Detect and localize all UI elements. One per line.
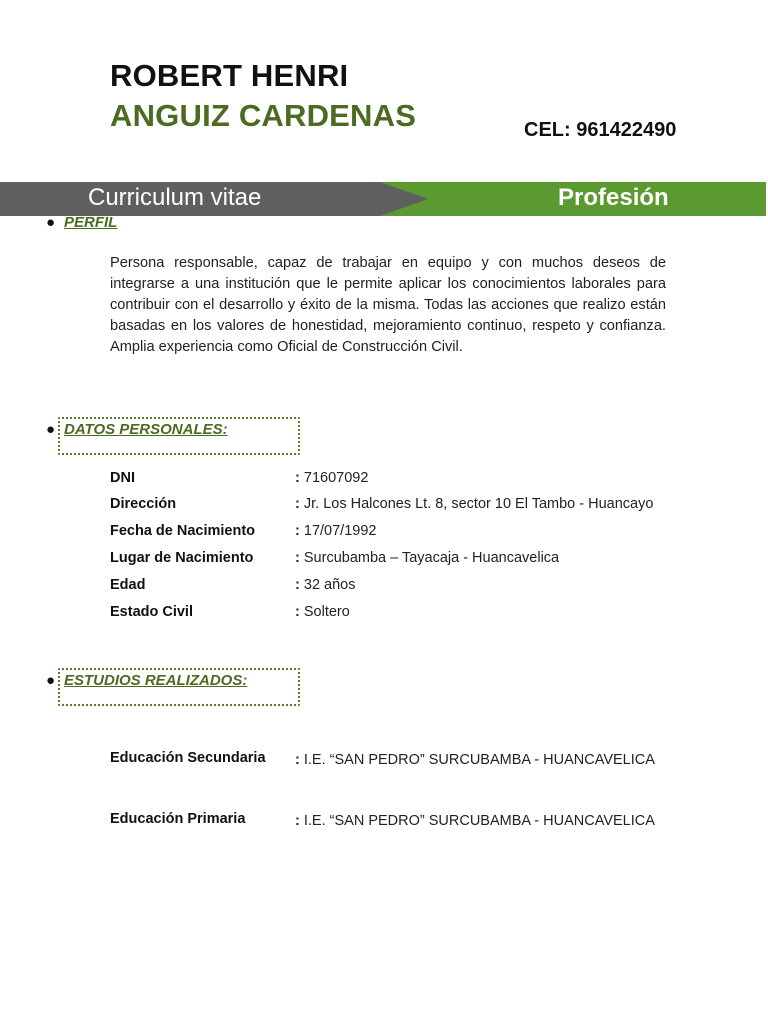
banner-title: Curriculum vitae: [88, 184, 262, 211]
section-title-perfil: PERFIL: [64, 214, 118, 231]
datos-label: Lugar de Nacimiento: [110, 550, 254, 566]
section-title-datos: DATOS PERSONALES:: [64, 421, 228, 438]
datos-value: 17/07/1992: [303, 523, 377, 539]
estudios-value: I.E. “SAN PEDRO” SURCUBAMBA - HUANCAVELICA: [303, 752, 655, 768]
datos-row-edad: [110, 577, 730, 597]
colon: :: [295, 752, 300, 768]
colon: :: [295, 577, 300, 593]
datos-label: Edad: [110, 577, 146, 593]
datos-label: DNI: [110, 470, 135, 486]
datos-value: 71607092: [303, 470, 369, 486]
colon: :: [295, 813, 300, 829]
colon: :: [295, 523, 300, 539]
datos-row-direccion: [110, 496, 730, 516]
colon: :: [295, 496, 300, 512]
estudios-label: Educación Secundaria: [110, 750, 266, 766]
datos-value: Surcubamba – Tayacaja - Huancavelica: [303, 550, 560, 566]
datos-value: 32 años: [303, 577, 356, 593]
colon: :: [295, 604, 300, 620]
phone-number: CEL: 961422490: [524, 119, 677, 141]
estudios-value: I.E. “SAN PEDRO” SURCUBAMBA - HUANCAVELICA: [303, 813, 655, 829]
datos-value: Jr. Los Halcones Lt. 8, sector 10 El Tambo - Huancayo: [303, 496, 654, 512]
datos-label: Estado Civil: [110, 604, 193, 620]
datos-row-dni: [110, 470, 730, 490]
datos-label: Fecha de Nacimiento: [110, 523, 256, 539]
datos-label: Dirección: [110, 496, 177, 512]
perfil-paragraph: Persona responsable, capaz de trabajar en equipo y con muchos deseos de integrarse a una institución que le permite aplicar los conocimientos laborales para contribuir con el desarrollo y éxito de la misma. Todas las acciones que realizo están basadas en los valores de honestidad, mejoramiento continuo, respeto y confianza. Amplia experiencia como Oficial de Construcción Civil.: [110, 255, 666, 355]
bullet-icon: ●: [46, 214, 56, 231]
datos-value: Soltero: [303, 604, 350, 620]
section-title-estudios: ESTUDIOS REALIZADOS:: [64, 672, 248, 689]
bullet-icon: ●: [46, 672, 56, 689]
bullet-icon: ●: [46, 421, 56, 438]
datos-row-estado-civil: [110, 604, 730, 624]
name-second-line: ANGUIZ CARDENAS: [110, 98, 417, 133]
colon: :: [295, 550, 300, 566]
datos-row-fecha-nacimiento: [110, 523, 730, 543]
estudios-label: Educación Primaria: [110, 811, 246, 827]
datos-row-lugar-nacimiento: [110, 550, 730, 570]
banner-profession: Profesión: [558, 184, 669, 211]
colon: :: [295, 470, 300, 486]
name-first-line: ROBERT HENRI: [110, 58, 349, 93]
